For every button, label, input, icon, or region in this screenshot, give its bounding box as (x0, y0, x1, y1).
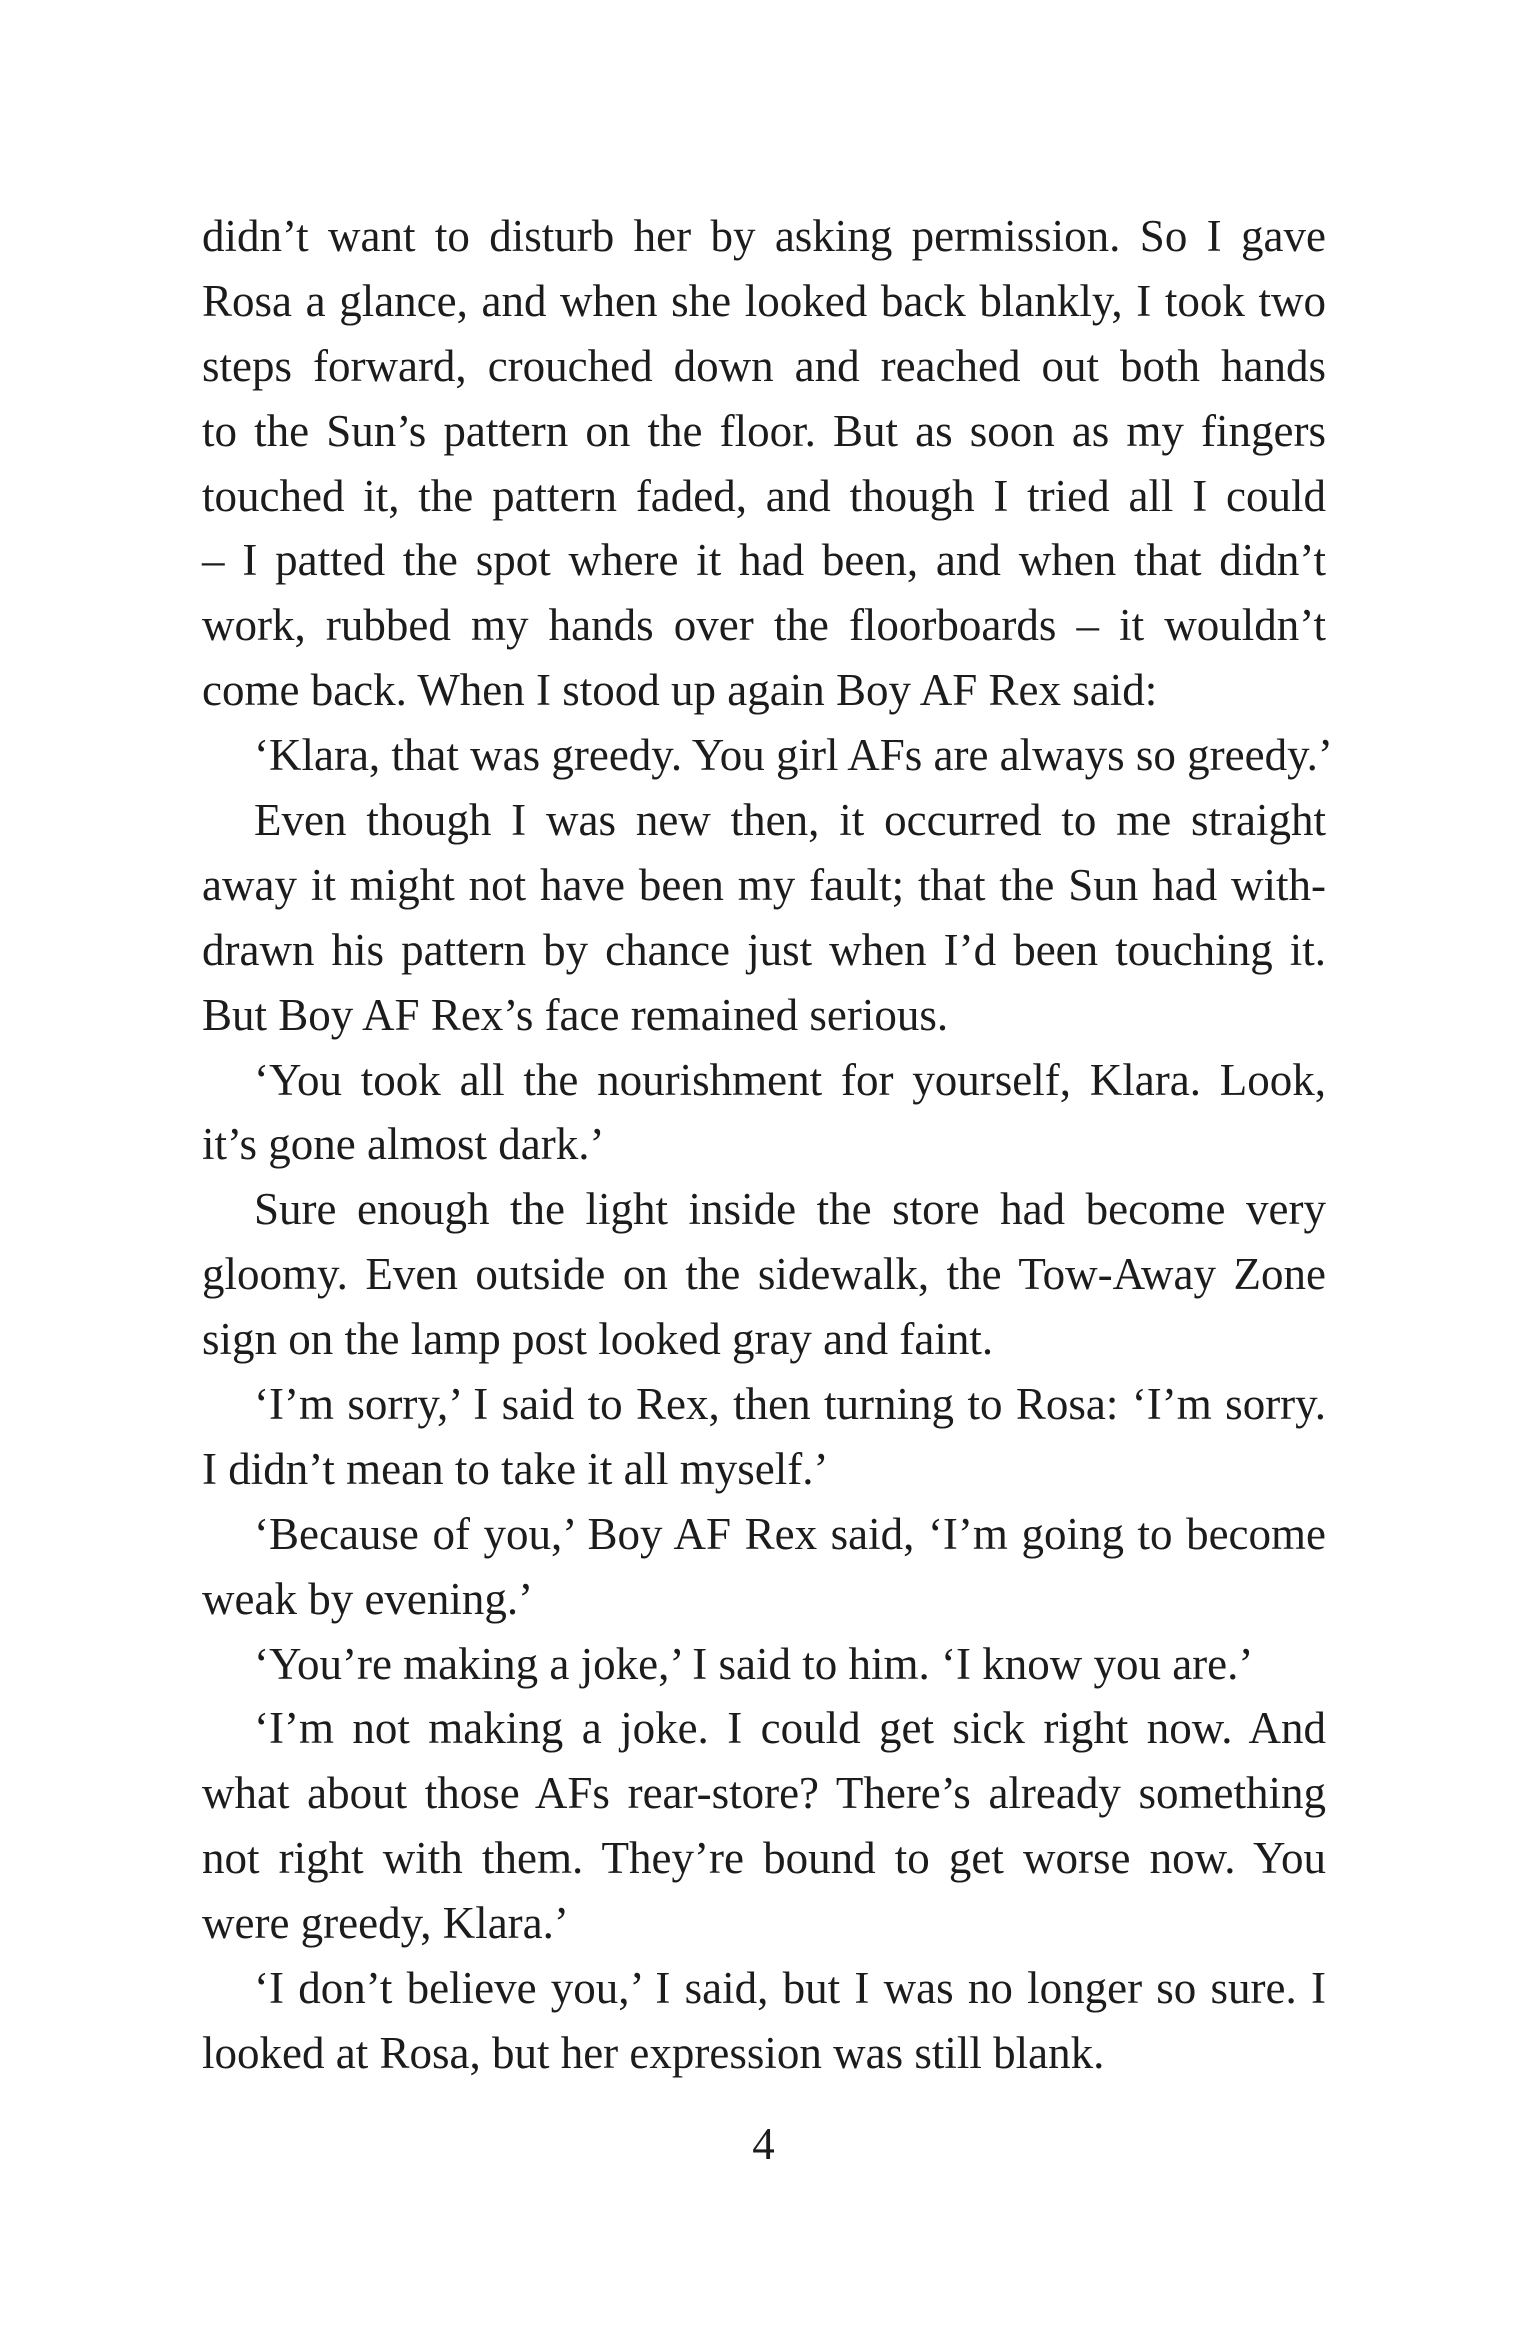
text-line: I didn’t mean to take it all myself.’ (202, 1443, 829, 1494)
text-line: drawn his pattern by chance just when I’d been touching it. (202, 924, 1326, 975)
text-line: Rosa a glance, and when she looked back blankly, I took two (202, 275, 1326, 326)
text-line: ‘Because of you,’ Boy AF Rex said, ‘I’m going to become (254, 1508, 1326, 1559)
text-line: But Boy AF Rex’s face remained serious. (202, 989, 949, 1040)
text-line: not right with them. They’re bound to get worse now. You (202, 1833, 1326, 1884)
text-line: ‘Klara, that was greedy. You girl AFs are always so greedy.’ (254, 730, 1333, 781)
text-line: ‘I don’t believe you,’ I said, but I was no longer so sure. I (254, 1963, 1326, 2014)
text-line: come back. When I stood up again Boy AF Rex said: (202, 665, 1158, 716)
text-line: it’s gone almost dark.’ (202, 1119, 605, 1170)
text-line: steps forward, crouched down and reached out both hands (202, 340, 1326, 391)
text-line: gloomy. Even outside on the sidewalk, the Tow-Away Zone (202, 1249, 1326, 1300)
text-line: weak by evening.’ (202, 1573, 534, 1624)
text-line: ‘I’m not making a joke. I could get sick right now. And (254, 1703, 1326, 1754)
body-text (202, 204, 1333, 2086)
text-line: were greedy, Klara.’ (202, 1898, 569, 1949)
text-line: touched it, the pattern faded, and though I tried all I could (202, 470, 1326, 521)
text-line: looked at Rosa, but her expression was still blank. (202, 2027, 1105, 2078)
page-number: 4 (752, 2119, 775, 2169)
text-line: away it might not have been my fault; that the Sun had with- (202, 859, 1326, 910)
text-line: what about those AFs rear-store? There’s already something (202, 1768, 1326, 1819)
text-line: Even though I was new then, it occurred to me straight (254, 795, 1326, 846)
text-line: to the Sun’s pattern on the floor. But as soon as my fingers (202, 405, 1326, 456)
text-line: didn’t want to disturb her by asking permission. So I gave (202, 211, 1326, 261)
text-line: – I patted the spot where it had been, and when that didn’t (202, 535, 1326, 586)
text-line: Sure enough the light inside the store had become very (254, 1184, 1326, 1235)
text-line: work, rubbed my hands over the floorboards – it wouldn’t (202, 600, 1326, 651)
text-line: ‘You took all the nourishment for yourself, Klara. Look, (254, 1054, 1326, 1105)
text-line: sign on the lamp post looked gray and faint. (202, 1314, 994, 1365)
text-line: ‘I’m sorry,’ I said to Rex, then turning to Rosa: ‘I’m sorry. (254, 1379, 1326, 1430)
text-line: ‘You’re making a joke,’ I said to him. ‘I know you are.’ (254, 1638, 1254, 1689)
